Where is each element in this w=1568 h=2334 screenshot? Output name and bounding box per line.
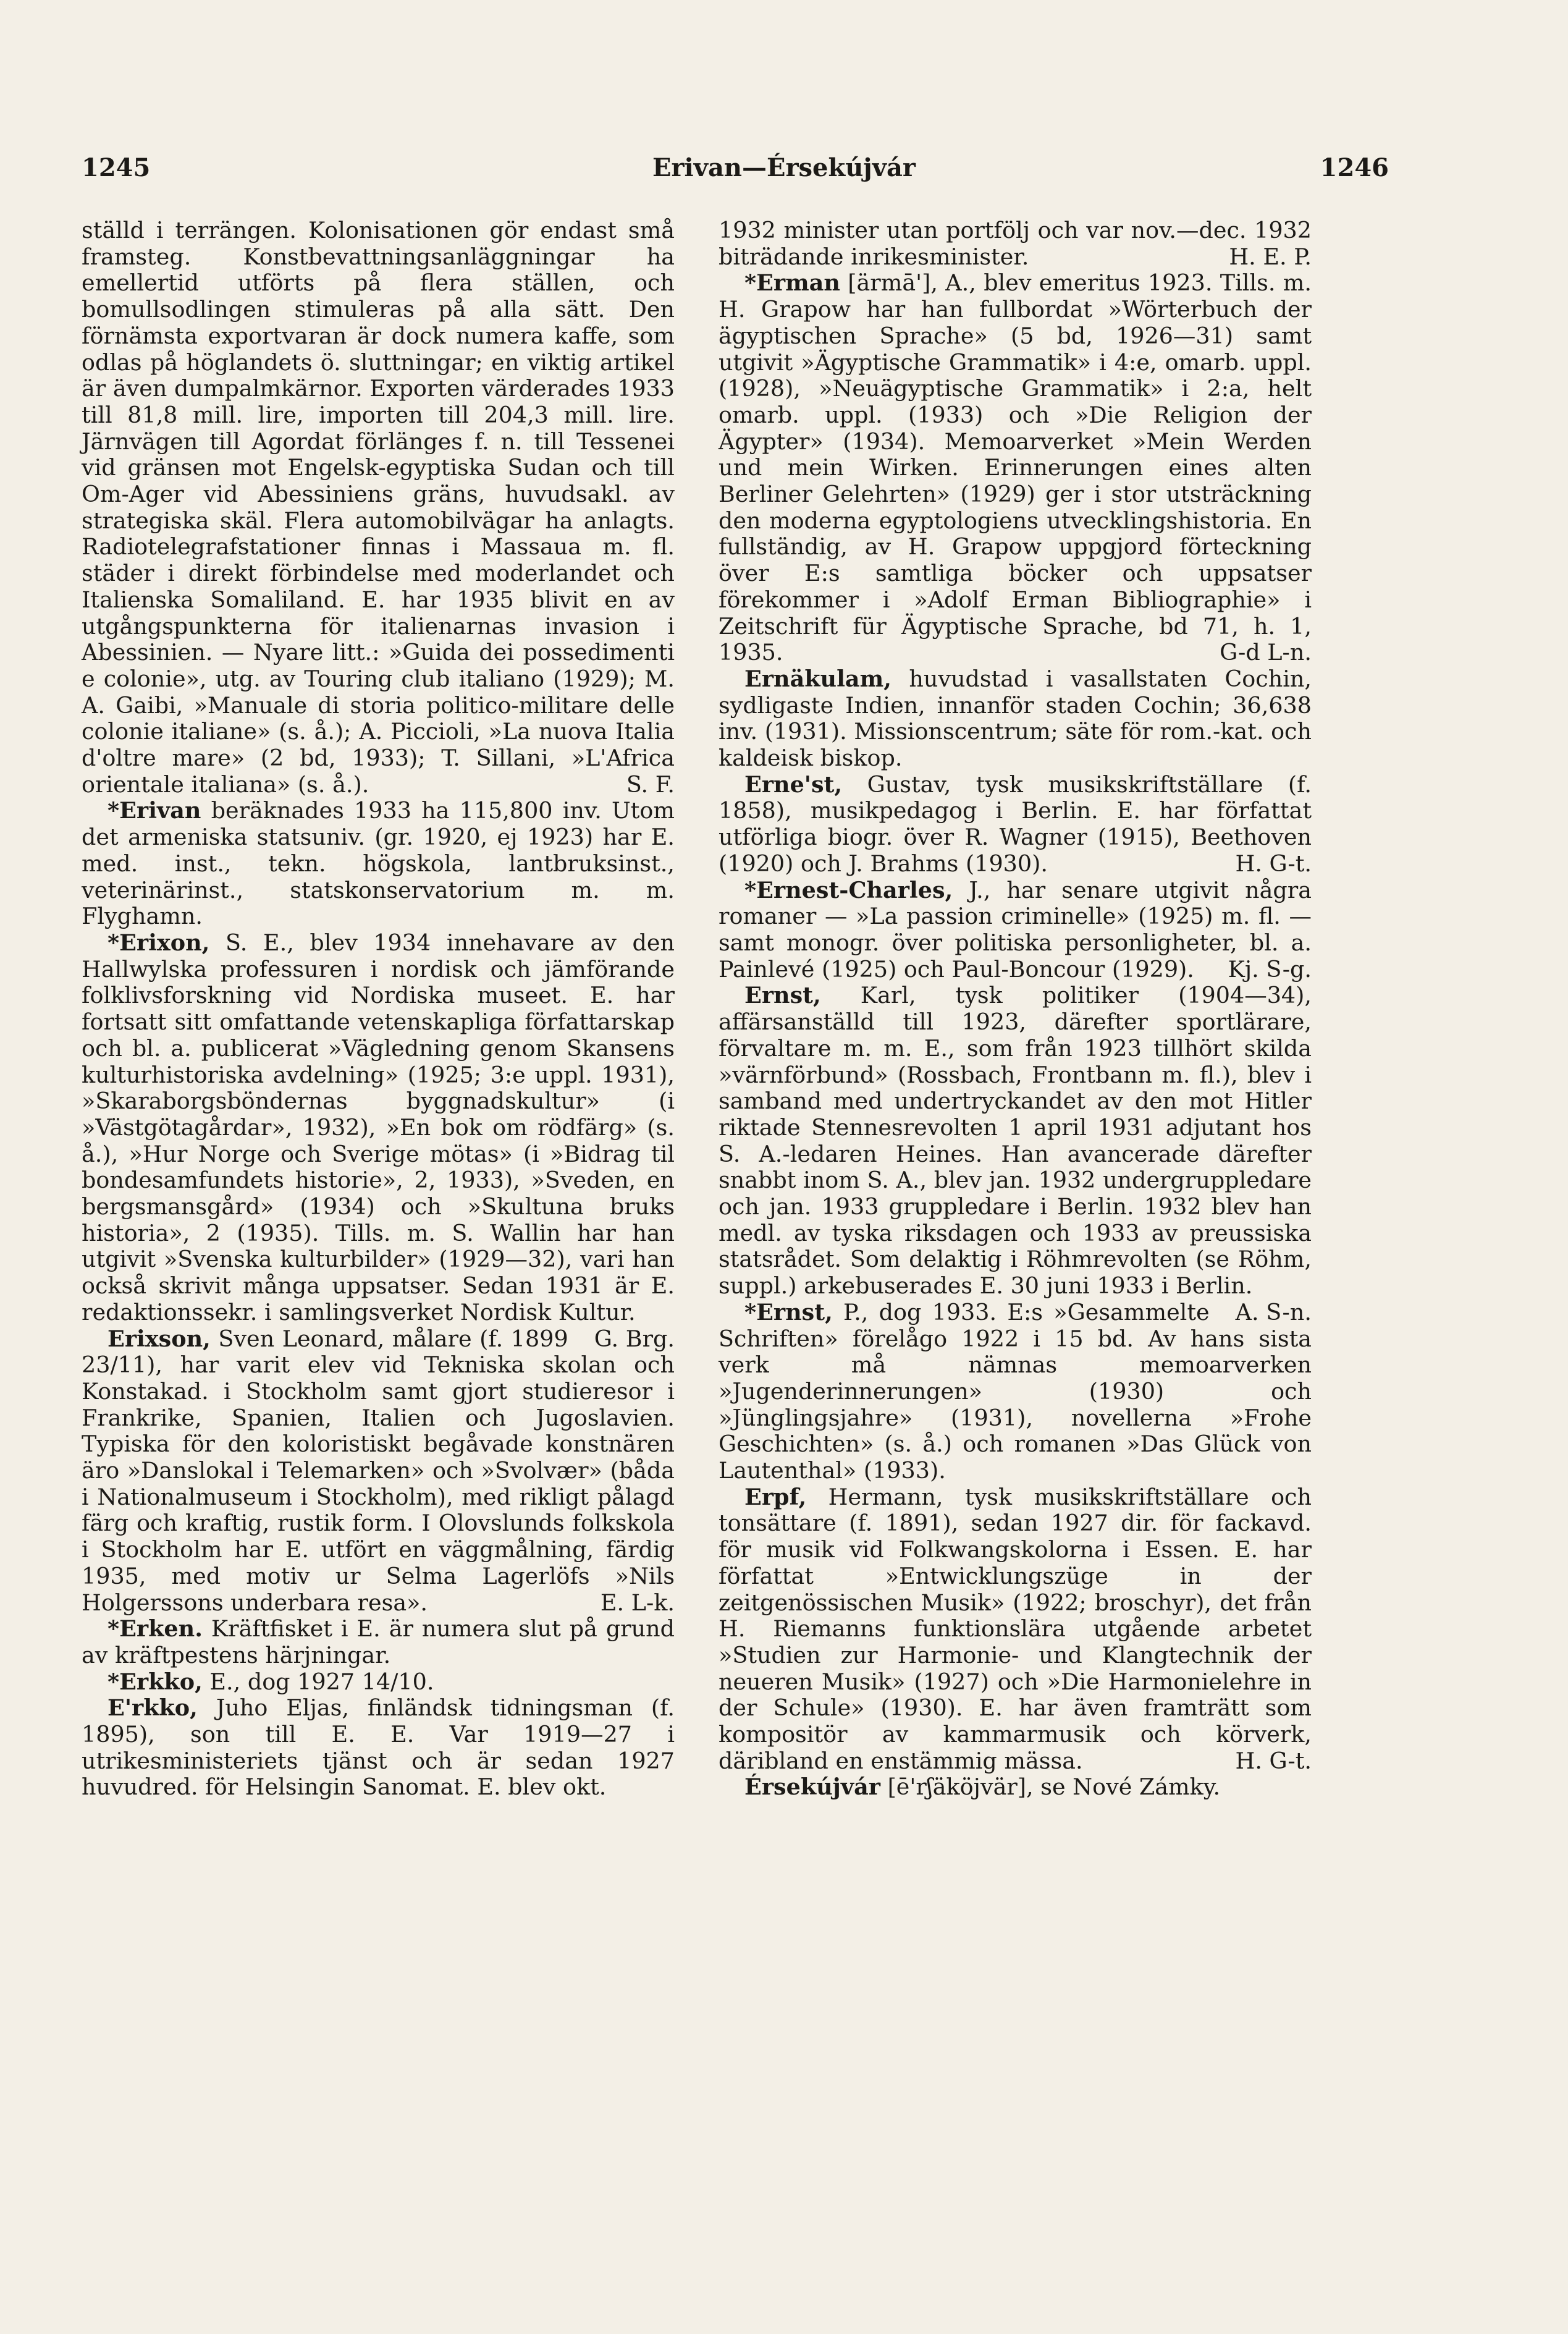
entry-headword: *Erken. — [107, 1615, 203, 1643]
entry-signature: G-d L-n. — [1220, 639, 1312, 666]
entry-text: Karl, tysk politiker (1904—34), affärsanställd till 1923, därefter sportlärare, förvaltare m. m. E., som från 1923 tillhört skilda »värnförbund» (Rossbach, Frontbann m. fl.), blev i samband med undertryckandet av den mot Hitler riktade Stennesrevolten 1 april 1931 adjutant hos S. A.-ledaren Heines. Han avancerade därefter snabbt inom S. A., blev jan. 1932 undergruppledare och jan. 1933 gruppledare i Berlin. 1932 blev han medl. av tyska riksdagen och 1933 av preussiska statsrådet. Som delaktig i Röhmrevolten (se Röhm, suppl.) arkebuserades E. 30 juni 1933 i Berlin. — [719, 982, 1312, 1300]
entry-text: Juho Eljas, finländsk tidningsman (f. 1895), son till E. E. Var 1919—27 i utrikesministeriets tjänst och är sedan 1927 huvudred. för Helsingin Sanomat. E. blev okt. — [82, 1694, 675, 1801]
entry-text: Gustav, tysk musikskriftställare (f. 1858), musikpedagog i Berlin. E. har författat utförliga biogr. över R. Wagner (1915), Beethoven (1920) och J. Brahms (1930). — [719, 771, 1312, 877]
entry-text: beräknades 1933 ha 115,800 inv. Utom det armeniska statsuniv. (gr. 1920, ej 1923) har E. med. inst., tekn. högskola, lantbruksinst., veterinärinst., statskonservatorium m. m. Flyghamn. — [82, 797, 675, 930]
page-number-left: 1245 — [82, 153, 151, 182]
entry-text: J., har senare utgivit några romaner — »La passion criminelle» (1925) m. fl. — samt monogr. över politiska personligheter, bl. a. Painlevé (1925) och Paul-Boncour (1929). — [719, 876, 1312, 983]
entry-signature: H. E. P. — [1229, 243, 1312, 270]
entry — [719, 666, 1312, 772]
entry-headword: *Ernest-Charles, — [744, 876, 953, 903]
entry — [719, 1774, 1312, 1801]
entry-signature: H. G-t. — [1235, 1747, 1312, 1774]
entry-text: S. E., blev 1934 innehavare av den Hallwylska professuren i nordisk och jämförande folklivsforskning vid Nordiska museet. E. har fortsatt sitt omfattande vetenskapliga författarskap och bl. a. publicerat »Vägledning genom Skansens kulturhistoriska avdelning» (1925; 3:e uppl. 1931), »Skaraborgsböndernas byggnadskultur» (i »Västgötagårdar», 1932), »En bok om rödfärg» (s. å.), »Hur Norge och Sverige mötas» (i »Bidrag til bondesamfundets historie», 2, 1933), »Sveden, en bergsmansgård» (1934) och »Skultuna bruks historia», 2 (1935). Tills. m. S. Wallin har han utgivit »Svenska kulturbilder» (1929—32), vari han också skrivit många uppsatser. Sedan 1931 är E. redaktionssekr. i samlingsverket Nordisk Kultur. — [82, 929, 675, 1326]
entry-headword: *Ernst, — [744, 1298, 833, 1326]
entry-headword: Ernäkulam, — [744, 665, 891, 692]
entry-headword: *Erman — [744, 269, 840, 297]
entry-signature: A. S-n. — [1235, 1298, 1312, 1326]
entry-text: P., dog 1933. E:s »Gesammelte Schriften» förelågo 1922 i 15 bd. Av hans sista verk må nämnas memoarverken »Jugenderinnerungen» (1930) och »Jünglingsjahre» (1931), novellerna »Frohe Geschichten» (s. å.) och romanen »Das Glück von Lautenthal» (1933). — [719, 1298, 1312, 1484]
entry — [719, 218, 1312, 270]
entry-headword: *Erixon, — [107, 929, 210, 956]
entry-signature: G. Brg. — [594, 1325, 675, 1352]
right-column — [719, 218, 1312, 1801]
entry — [719, 982, 1312, 1326]
entry — [82, 798, 675, 930]
entry-text: Sven Leonard, målare (f. 1899 23/11), har varit elev vid Tekniska skolan och Konstakad. i Stockholm samt gjort studieresor i Frankrike, Spanien, Italien och Jugoslavien. Typiska för den koloristiskt begåvade konstnären äro »Danslokal i Telemarken» och »Svolvær» (båda i Nationalmuseum i Stockholm), med rikligt pålagd färg och kraftig, rustik form. I Olovslunds folkskola i Stockholm har E. utfört en väggmålning, färdig 1935, med motiv ur Selma Lagerlöfs »Nils Holgerssons underbara resa». — [82, 1325, 675, 1616]
entry — [719, 270, 1312, 666]
entry-signature: Kj. S-g. — [1228, 955, 1312, 983]
entry-text: ställd i terrängen. Kolonisationen gör endast små framsteg. Konstbevattningsanläggningar ha emellertid utförts på flera ställen, och bomullsodlingen stimuleras på alla sätt. Den förnämsta exportvaran är dock numera kaffe, som odlas på höglandets ö. sluttningar; en viktig artikel är även dumpalmkärnor. Exporten värderades 1933 till 81,8 mill. lire, importen till 204,3 mill. lire. Järnvägen till Agordat förlänges f. n. till Tessenei vid gränsen mot Engelsk-egyptiska Sudan och till Om-Ager vid Abessiniens gräns, huvudsakl. av strategiska skäl. Flera automobilvägar ha anlagts. Radiotelegrafstationer finnas i Massaua m. fl. städer i direkt förbindelse med moderlandet och Italienska Somaliland. E. har 1935 blivit en av utgångspunkterna för italienarnas invasion i Abessinien. — Nyare litt.: »Guida dei possedimenti e colonie», utg. av Touring club italiano (1929); M. A. Gaibi, »Manuale di storia politico-militare delle colonie italiane» (s. å.); A. Piccioli, »La nuova Italia d'oltre mare» (2 bd, 1933); T. Sillani, »L'Africa orientale italiana» (s. å.). — [82, 217, 675, 798]
entry — [82, 218, 675, 798]
entry-headword: *Erivan — [107, 797, 201, 824]
entry — [719, 1484, 1312, 1775]
entry-headword: Erne'st, — [744, 771, 843, 798]
entry-text: Hermann, tysk musikskriftställare och tonsättare (f. 1891), sedan 1927 dir. för fackavd. för musik vid Folkwangskolorna i Essen. E. har författat »Entwicklungszüge in der zeitgenössischen Musik» (1922; broschyr), det från H. Riemanns funktionslära utgående arbetet »Studien zur Harmonie- und Klangtechnik der neueren Musik» (1927) och »Die Harmonielehre in der Schule» (1930). E. har även framträtt som kompositör av kammarmusik och körverk, däribland en enstämmig mässa. — [719, 1483, 1312, 1774]
entry-headword: Erpf, — [744, 1483, 807, 1510]
running-title: Erivan—Érsekújvár — [652, 153, 916, 182]
entry-text: huvudstad i vasallstaten Cochin, sydligaste Indien, innanför staden Cochin; 36,638 inv. (1931). Missionscentrum; säte för rom.-kat. och kaldeisk biskop. — [719, 665, 1312, 772]
entry-headword: Ernst, — [744, 982, 821, 1009]
page-number-right: 1246 — [1320, 153, 1389, 182]
entry — [719, 772, 1312, 877]
entry-text: [ē'rʃäköjvär], se Nové Zámky. — [887, 1774, 1221, 1801]
entry-text: 1932 minister utan portfölj och var nov.—dec. 1932 biträdande inrikesminister. — [719, 217, 1312, 270]
entry-signature: H. G-t. — [1235, 850, 1312, 877]
entry-signature: S. F. — [626, 771, 675, 798]
entry-headword: Erixson, — [107, 1325, 211, 1352]
entry-headword: Érsekújvár — [744, 1774, 880, 1801]
entry-signature: E. L-k. — [600, 1589, 675, 1616]
entry-text: Kräftfisket i E. är numera slut på grund av kräftpestens härjningar. — [82, 1615, 675, 1668]
entry-text: [ärmā'], A., blev emeritus 1923. Tills. m. H. Grapow har han fullbordat »Wörterbuch der ägyptischen Sprache» (5 bd, 1926—31) samt utgivit »Ägyptische Grammatik» i 4:e, omarb. uppl. (1928), »Neuägyptische Grammatik» i 2:a, helt omarb. uppl. (1933) och »Die Religion der Ägypter» (1934). Memoarverket »Mein Werden und mein Wirken. Erinnerungen eines alten Berliner Gelehrten» (1929) ger i stor utsträckning den moderna egyptologiens utvecklingshistoria. En fullständig, av H. Grapow uppgjord förteckning över E:s samtliga böcker och uppsatser förekommer i »Adolf Erman Bibliographie» i Zeitschrift für Ägyptische Sprache, bd 71, h. 1, 1935. — [719, 269, 1312, 666]
left-column — [82, 218, 675, 1801]
entry-headword: *Erkko, — [107, 1668, 203, 1695]
entry — [719, 1300, 1312, 1484]
entry — [82, 1326, 675, 1617]
entry — [82, 1616, 675, 1668]
entry-text: E., dog 1927 14/10. — [209, 1668, 434, 1695]
entry — [82, 1669, 675, 1696]
entry-headword: E'rkko, — [107, 1694, 198, 1722]
entry — [719, 877, 1312, 983]
entry — [82, 1695, 675, 1801]
